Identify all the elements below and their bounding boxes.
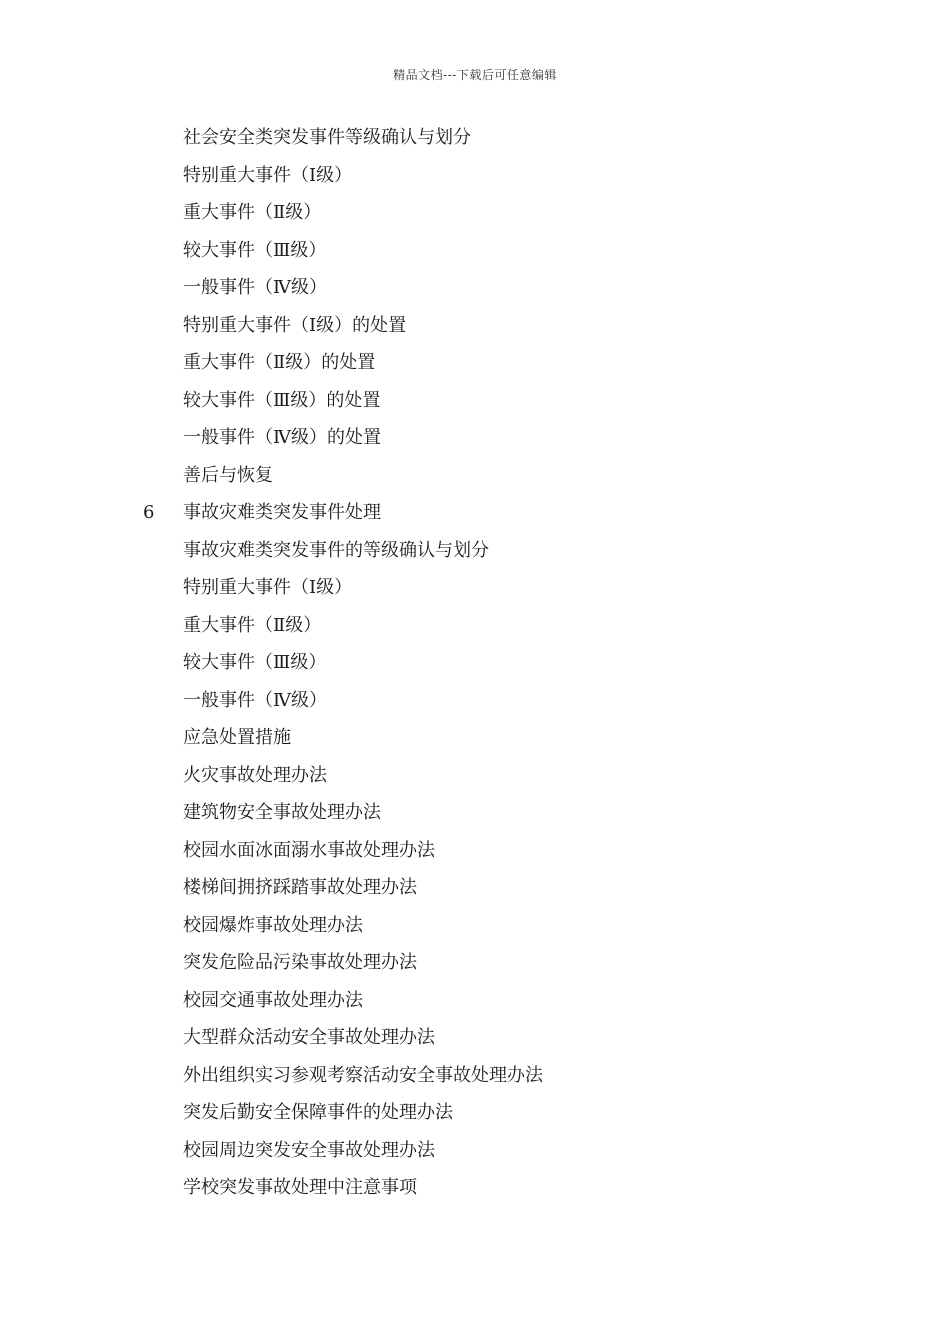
toc-entry <box>0 907 950 945</box>
toc-entry-text: 事故灾难类突发事件的等级确认与划分 <box>183 539 489 561</box>
toc-entry <box>0 1057 950 1095</box>
toc-entry-text: 较大事件（Ⅲ级）的处置 <box>183 389 381 411</box>
toc-entry <box>0 569 950 607</box>
toc-entry-text: 特别重大事件（Ⅰ级） <box>183 577 353 598</box>
toc-entry-text: 校园周边突发安全事故处理办法 <box>183 1139 435 1161</box>
toc-entry <box>0 532 950 570</box>
page-header: 精品文档---下载后可任意编辑 <box>393 68 557 82</box>
toc-entry-text: 较大事件（Ⅲ级） <box>183 239 327 261</box>
toc-entry-text: 较大事件（Ⅲ级） <box>183 652 327 673</box>
toc-entry-text: 建筑物安全事故处理办法 <box>183 802 381 823</box>
toc-entry <box>0 832 950 870</box>
toc-entry <box>0 944 950 982</box>
toc-entry-text: 重大事件（Ⅱ级） <box>183 202 322 223</box>
toc-entry-text: 突发后勤安全保障事件的处理办法 <box>183 1102 453 1123</box>
toc-entry-text: 重大事件（Ⅱ级）的处置 <box>183 352 376 373</box>
toc-entry <box>0 494 950 532</box>
toc-entry-text: 学校突发事故处理中注意事项 <box>183 1177 417 1198</box>
toc-entry-text: 特别重大事件（Ⅰ级） <box>183 164 353 186</box>
toc-entry <box>0 1019 950 1057</box>
toc-entry <box>0 1169 950 1207</box>
toc-entry <box>0 794 950 832</box>
toc-entry <box>0 307 950 345</box>
toc-entry <box>0 1094 950 1132</box>
toc-entry-text: 重大事件（Ⅱ级） <box>183 614 322 636</box>
toc-entry <box>0 419 950 457</box>
table-of-contents <box>0 119 950 1207</box>
toc-entry-text: 一般事件（Ⅳ级）的处置 <box>183 427 381 448</box>
toc-entry <box>0 1132 950 1170</box>
toc-entry <box>0 869 950 907</box>
toc-entry-text: 校园水面冰面溺水事故处理办法 <box>183 839 435 861</box>
toc-entry <box>0 382 950 420</box>
toc-entry-text: 突发危险品污染事故处理办法 <box>183 952 417 973</box>
toc-entry-text: 火灾事故处理办法 <box>183 764 327 786</box>
toc-entry <box>0 644 950 682</box>
toc-entry-number: 6 <box>143 502 155 523</box>
toc-entry <box>0 607 950 645</box>
toc-entry-text: 一般事件（Ⅳ级） <box>183 689 327 711</box>
toc-entry <box>0 982 950 1020</box>
toc-entry-text: 应急处置措施 <box>183 727 291 748</box>
toc-entry-text: 校园交通事故处理办法 <box>183 989 363 1011</box>
toc-entry-text: 事故灾难类突发事件处理 <box>183 502 381 523</box>
toc-entry <box>0 157 950 195</box>
toc-entry-text: 善后与恢复 <box>183 464 273 486</box>
toc-entry-text: 楼梯间拥挤踩踏事故处理办法 <box>183 877 417 898</box>
toc-entry-text: 大型群众活动安全事故处理办法 <box>183 1027 435 1048</box>
toc-entry <box>0 457 950 495</box>
toc-entry-text: 特别重大事件（Ⅰ级）的处置 <box>183 314 407 336</box>
toc-entry <box>0 719 950 757</box>
toc-entry <box>0 269 950 307</box>
toc-entry-text: 外出组织实习参观考察活动安全事故处理办法 <box>183 1064 543 1086</box>
toc-entry <box>0 119 950 157</box>
toc-entry <box>0 344 950 382</box>
toc-entry-text: 社会安全类突发事件等级确认与划分 <box>183 127 471 148</box>
toc-entry <box>0 757 950 795</box>
toc-entry-text: 校园爆炸事故处理办法 <box>183 914 363 936</box>
toc-entry <box>0 232 950 270</box>
toc-entry <box>0 682 950 720</box>
toc-entry <box>0 194 950 232</box>
toc-entry-text: 一般事件（Ⅳ级） <box>183 277 327 298</box>
